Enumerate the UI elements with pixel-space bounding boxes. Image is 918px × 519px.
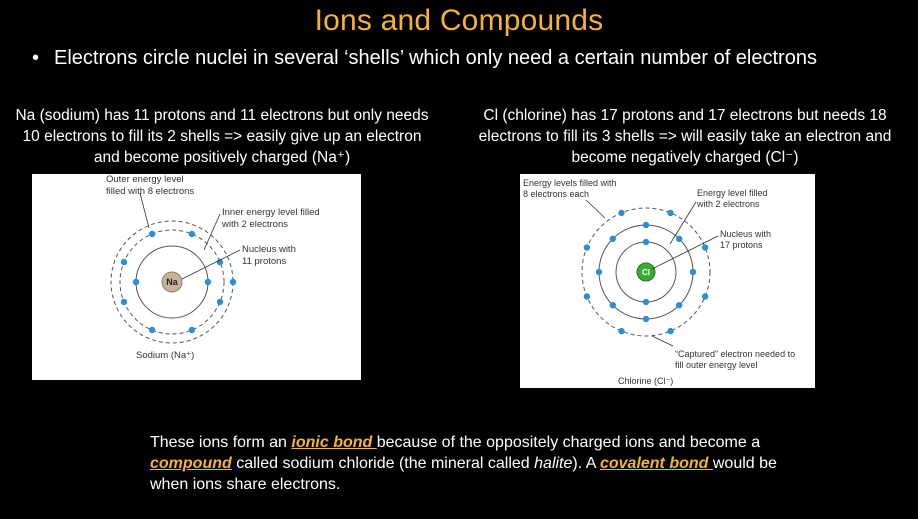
outer-electron: [121, 259, 127, 265]
label-nucleus-1: Nucleus with: [720, 229, 772, 239]
chlorine-caption: Chlorine (Cl⁻): [618, 376, 674, 386]
inner-electron: [133, 279, 139, 285]
outer-electron: [618, 210, 624, 216]
middle-electron: [690, 269, 696, 275]
bullet-point: [32, 47, 902, 70]
bottom-text-1: These ions form an: [150, 434, 292, 451]
outer-electron: [584, 244, 590, 250]
halite-term: halite: [534, 455, 573, 472]
label-inner-1: Energy level filled: [697, 188, 768, 198]
outer-electron: [121, 299, 127, 305]
label-nucleus-1: Nucleus with: [242, 244, 296, 255]
outer-electron: [618, 328, 624, 334]
outer-electron: [667, 210, 673, 216]
middle-electron: [610, 302, 616, 308]
middle-electron: [596, 269, 602, 275]
middle-electron: [676, 236, 682, 242]
label-outer-2: filled with 8 electrons: [106, 186, 195, 197]
middle-electron: [610, 236, 616, 242]
sodium-symbol: Na: [166, 277, 178, 287]
sodium-atom-diagram: [32, 174, 361, 380]
compound-term: compound: [150, 455, 232, 472]
label-levels-2: 8 electrons each: [523, 189, 590, 199]
label-inner-2: with 2 electrons: [697, 199, 760, 209]
chlorine-description: Cl (chlorine) has 17 protons and 17 electrons but needs 18 electrons to fill its 3 shells => will easily take an electron and become negatively charged (Cl⁻): [478, 107, 892, 166]
outer-electron: [189, 327, 195, 333]
bullet-icon: •: [32, 47, 40, 69]
label-inner-2: with 2 electrons: [222, 219, 289, 230]
sodium-description: Na (sodium) has 11 protons and 11 electrons but only needs 10 electrons to fill its 2 shells => easily give up an electron and become positively charged (Na⁺): [15, 107, 429, 166]
outer-electron: [149, 327, 155, 333]
label-nucleus-2: 17 protons: [720, 240, 763, 250]
bottom-text-5: would be when ions share electrons.: [150, 455, 777, 493]
bottom-explanation: [150, 432, 790, 495]
outer-electron: [189, 231, 195, 237]
chlorine-symbol: Cl: [642, 268, 650, 277]
label-levels-1: Energy levels filled with: [523, 178, 617, 188]
chlorine-atom-diagram: [520, 174, 815, 388]
label-inner-1: Inner energy level filled: [222, 207, 320, 218]
middle-electron: [643, 222, 649, 228]
covalent-bond-term: covalent bond: [599, 455, 713, 472]
valence-electron: [230, 279, 236, 285]
slide-title: Ions and Compounds: [314, 4, 604, 37]
outer-electron: [702, 244, 708, 250]
bottom-text-4: ). A: [572, 455, 600, 472]
sodium-caption: Sodium (Na⁺): [136, 350, 195, 361]
outer-electron: [217, 299, 223, 305]
label-nucleus-2: 11 protons: [242, 256, 287, 267]
inner-electron: [643, 239, 649, 245]
label-outer-1: Outer energy level: [106, 174, 184, 185]
outer-electron: [149, 231, 155, 237]
outer-electron: [667, 328, 673, 334]
inner-electron: [205, 279, 211, 285]
bottom-text-2: because of the oppositely charged ions and become a: [376, 434, 761, 451]
label-captured-2: fill outer energy level: [675, 360, 758, 370]
outer-electron: [584, 293, 590, 299]
outer-electron: [702, 293, 708, 299]
bottom-text-3: called sodium chloride (the mineral called: [231, 455, 535, 472]
inner-electron: [643, 299, 649, 305]
middle-electron: [643, 316, 649, 322]
label-captured-1: “Captured” electron needed to: [675, 349, 796, 359]
ionic-bond-term: ionic bond: [291, 434, 377, 451]
bullet-text: Electrons circle nuclei in several ‘shells’ which only need a certain number of electrons: [54, 47, 817, 69]
middle-electron: [676, 302, 682, 308]
